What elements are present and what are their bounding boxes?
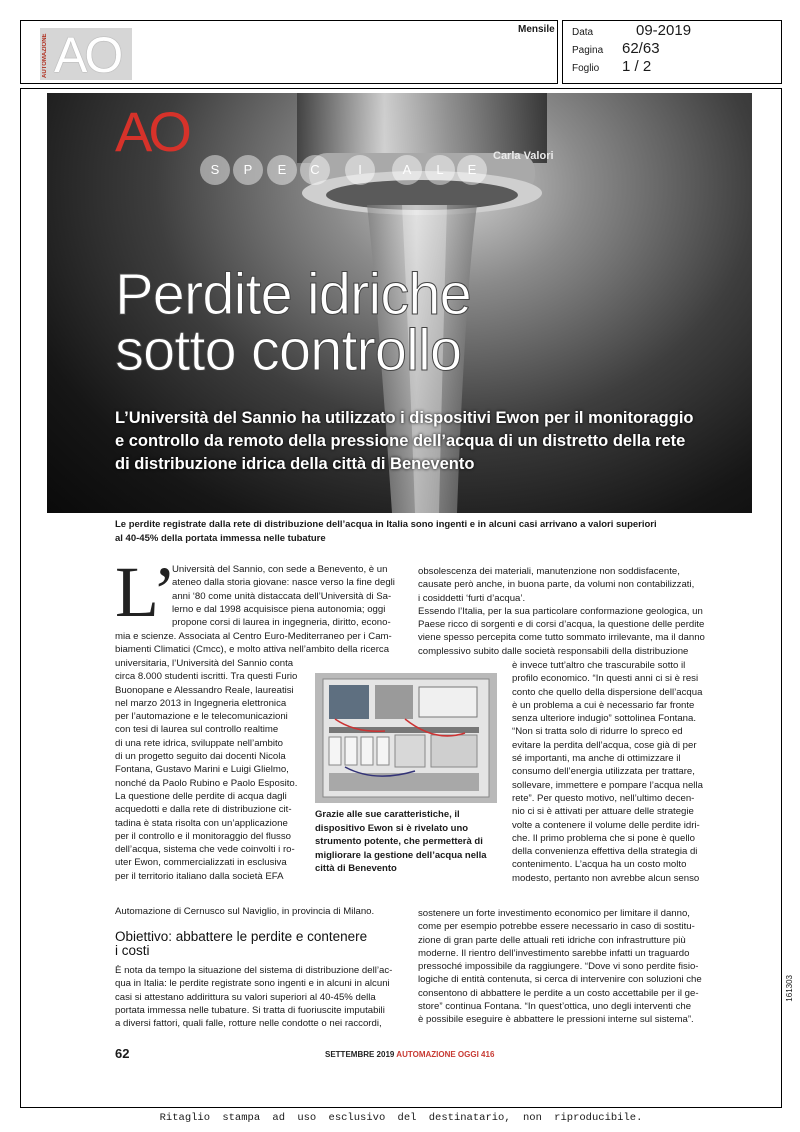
text-line: store” continua Fontana. “In quest’ottica, uno degli interventi che — [418, 1001, 692, 1013]
text-line: rete”. Per questo motivo, nell’ultimo decen- — [512, 792, 695, 804]
clip-code: 161303 — [785, 975, 794, 1002]
text-line: consumo dell’energia utilizzata per trattare, — [512, 766, 695, 778]
magazine-logo — [40, 27, 132, 83]
page-number: 62 — [115, 1046, 130, 1061]
text-line: Buonopane e Alessandro Reale, laureatisi — [115, 684, 294, 696]
special-letter: S — [200, 155, 230, 185]
text-line: profilo economico. “In questi anni ci si è resi — [512, 673, 699, 685]
special-letter: P — [233, 155, 263, 185]
text-line: qua in Italia: le perdite registrate sono ingenti e in alcuni in alcuni — [115, 978, 390, 990]
text-line: a diversi fattori, quali falle, rotture nelle condotte o nei raccordi, — [115, 1018, 382, 1030]
text-line: tadina è stata risolta con un’applicazione — [115, 817, 288, 829]
date-label: Data — [572, 27, 594, 38]
special-letter: L — [425, 155, 455, 185]
page-label: Pagina — [572, 45, 604, 56]
text-line: Fontana, Gustavo Marini e Luigi Glielmo, — [115, 764, 289, 776]
top-caption — [115, 518, 715, 546]
text-line: volte a contenere il volume delle perdite idri- — [512, 819, 700, 831]
date-value: 09-2019 — [636, 22, 692, 39]
text-line: è possibile eseguire è abbattere le pressioni interne sul sistema”. — [418, 1014, 694, 1026]
special-letter: A — [392, 155, 422, 185]
text-line: per il territorio italiano dalla società EFA — [115, 870, 284, 882]
text-line: nonché da Paolo Rubino e Paolo Esposito. — [115, 777, 298, 789]
text-line: conto che quello della dispersione dell’acqua — [512, 686, 703, 698]
text-line: universitaria, l’Università del Sannio conta — [115, 658, 294, 669]
text-line: zione di gran parte delle attuali reti idriche con infrastrutture più — [418, 934, 686, 946]
text-line: sostenere un forte investimento economico per limitare il danno, — [418, 908, 690, 919]
caption-line: Le perdite registrate dalla rete di distribuzione dell’acqua in Italia sono ingenti e in alcuni casi arrivano a valori superiori — [115, 519, 657, 530]
subtitle-line: e controllo da remoto della pressione dell’acqua di un distretto della rete — [115, 432, 686, 450]
text-line: pressoché impossibile da raggiungere. “Dove vi sono perdite fisio- — [418, 961, 699, 973]
photo-caption — [315, 808, 497, 876]
special-letter: E — [457, 155, 487, 185]
text-line: anni ‘80 come unità distaccata dell’Università di Sa- — [172, 590, 392, 602]
text-line: mia e scienze. Associata al Centro Euro-Mediterraneo per i Cam- — [115, 631, 392, 642]
title-line: Perdite idriche — [115, 262, 471, 327]
text-line: circa 8.000 studenti iscritti. Tra questi Furio — [115, 671, 298, 683]
text-line: che. Il primo problema che si pone è quello — [512, 832, 695, 844]
text-line: evitare la perdita dell’acqua, cose già di per — [512, 739, 697, 751]
text-line: consentono di abbattere le perdite a un costo accettabile per il ge- — [418, 987, 699, 999]
text-line: è invece tutt’altro che trascurabile sotto il — [512, 660, 686, 671]
section-logo: AO — [115, 100, 188, 163]
text-line: uter Ewon, commercializzati in esclusiva — [115, 857, 287, 869]
heading-line: i costi — [115, 943, 150, 958]
text-line: sollevare, immettere e pompare l’acqua nella — [512, 779, 703, 791]
sheet-label: Foglio — [572, 63, 600, 74]
text-line: casi si attestano addirittura su valori superiori al 40-45% della — [115, 991, 376, 1003]
text-line: come per esempio potrebbe essere necessario in caso di sostitu- — [418, 921, 695, 933]
title-line: sotto controllo — [115, 318, 462, 383]
text-line: con tesi di laurea sul controllo realtime — [115, 724, 279, 736]
text-line: obsolescenza dei materiali, manutenzione non soddisfacente, — [418, 566, 680, 577]
sheet-value: 1 / 2 — [622, 58, 652, 75]
col2-narrow — [512, 659, 724, 885]
col1-intro — [172, 563, 412, 629]
caption-line: dispositivo Ewon si è rivelato uno — [315, 822, 469, 834]
caption-line: migliorare la gestione dell’acqua nella — [315, 849, 487, 861]
text-line: ateneo dalla storia giovane: nasce verso la fine degli — [172, 577, 395, 589]
section-heading — [115, 930, 415, 958]
text-line: complessivo subito dalle società responsabili della distribuzione — [418, 645, 689, 657]
article-subtitle — [115, 407, 725, 476]
subtitle-line: di distribuzione idrica della città di Benevento — [115, 455, 475, 473]
text-line: Paese ricco di sorgenti e di corsi d’acqua, la questione delle perdite — [418, 619, 705, 631]
text-line: è un problema a cui è necessario far fronte — [512, 699, 695, 711]
text-line: “Non si tratta solo di ridurre lo spreco ed — [512, 726, 683, 738]
col1-last-line: Automazione di Cernusco sul Naviglio, in provincia di Milano. — [115, 906, 375, 917]
text-line: biamenti Climatici (Cmcc), e molto attiva nell’ambito della ricerca — [115, 644, 390, 656]
logo-vertical-text: AUTOMAZIONE — [42, 33, 48, 78]
text-line: logiche di entità contenuta, si cerca di intervenire con soluzioni che — [418, 974, 702, 986]
issue-date: SETTEMBRE 2019 — [325, 1050, 395, 1059]
drop-cap: L’ — [115, 552, 177, 632]
col2-bottom — [418, 907, 723, 1027]
disclaimer: Ritaglio stampa ad uso esclusivo del destinatario, non riproducibile. — [159, 1112, 643, 1124]
col1-after — [115, 964, 415, 1030]
special-letter: E — [267, 155, 297, 185]
caption-line: Grazie alle sue caratteristiche, il — [315, 809, 460, 820]
special-letter: I — [345, 155, 375, 185]
text-line: contenimento. L’acqua ha un costo molto — [512, 859, 687, 871]
col1-full — [115, 630, 415, 657]
caption-line: al 40-45% della portata immessa nelle tubature — [115, 533, 326, 544]
magazine-name: AUTOMAZIONE OGGI 416 — [396, 1050, 495, 1059]
text-line: di una rete idrica, sviluppate nell’ambito — [115, 737, 283, 749]
issue-line — [325, 1050, 494, 1059]
text-line: nel marzo 2013 in Ingegneria elettronica — [115, 697, 287, 709]
text-line: moderne. Il rientro dell’investimento sarebbe infatti un traguardo — [418, 947, 690, 959]
caption-line: città di Benevento — [315, 863, 397, 874]
text-line: della convenienza effettiva della strategia di — [512, 846, 698, 858]
text-line: di un progetto seguito dai docenti Nicola — [115, 751, 286, 763]
text-line: Essendo l’Italia, per la sua particolare conformazione geologica, un — [418, 605, 703, 617]
text-line: nio ci si è attivati per attuare delle strategie — [512, 806, 694, 818]
text-line: sé importanti, ma anche di ottimizzare il — [512, 753, 681, 765]
subtitle-line: L’Università del Sannio ha utilizzato i dispositivi Ewon per il monitoraggio — [115, 409, 694, 427]
text-line: causate però anche, in buona parte, da volumi non contabilizzati, — [418, 579, 695, 591]
article-title — [115, 262, 715, 383]
hero-image — [47, 93, 752, 513]
text-line: portata immessa nelle tubature. Si tratta di fuoriuscite imputabili — [115, 1004, 385, 1016]
text-line: per il controllo e il monitoraggio del flusso — [115, 830, 291, 842]
text-line: acquedotti e dalla rete di distribuzione cit- — [115, 804, 292, 816]
text-line: per l’automazione e le telecomunicazioni — [115, 711, 288, 723]
text-line: lerno e dal 1998 acquisisce piena autonomia; oggi — [172, 603, 386, 615]
text-line: È nota da tempo la situazione del sistema di distribuzione dell’ac- — [115, 965, 393, 976]
page-value: 62/63 — [622, 40, 660, 57]
electrical-panel-illustration — [315, 673, 497, 803]
text-line: modesto, pertanto non avrebbe alcun senso — [512, 872, 700, 884]
text-line: dell’acqua, sistema che vede coinvolti i ro- — [115, 844, 295, 856]
text-line: Università del Sannio, con sede a Benevento, è un — [172, 564, 388, 575]
device-photo — [315, 673, 497, 803]
author: Carla Valori — [493, 150, 554, 162]
caption-line: strumento potente, che permetterà di — [315, 836, 483, 847]
text-line: viene spesso percepita come tutto sommato irrilevante, ma il danno — [418, 632, 705, 644]
text-line: La questione delle perdite di acqua dagli — [115, 790, 287, 802]
text-line: i cosiddetti ‘furti d’acqua’. — [418, 592, 526, 604]
heading-line: Obiettivo: abbattere le perdite e contenere — [115, 929, 368, 944]
col1-narrow — [115, 657, 311, 883]
text-line: propone corsi di laurea in ingegneria, diritto, econo- — [172, 617, 391, 629]
logo-text: AO — [54, 27, 121, 83]
special-letter: C — [300, 155, 330, 185]
frequency: Mensile — [518, 24, 555, 35]
text-line: senza ulteriore indugio” sottolinea Fontana. — [512, 713, 696, 725]
col2-top — [418, 565, 723, 658]
